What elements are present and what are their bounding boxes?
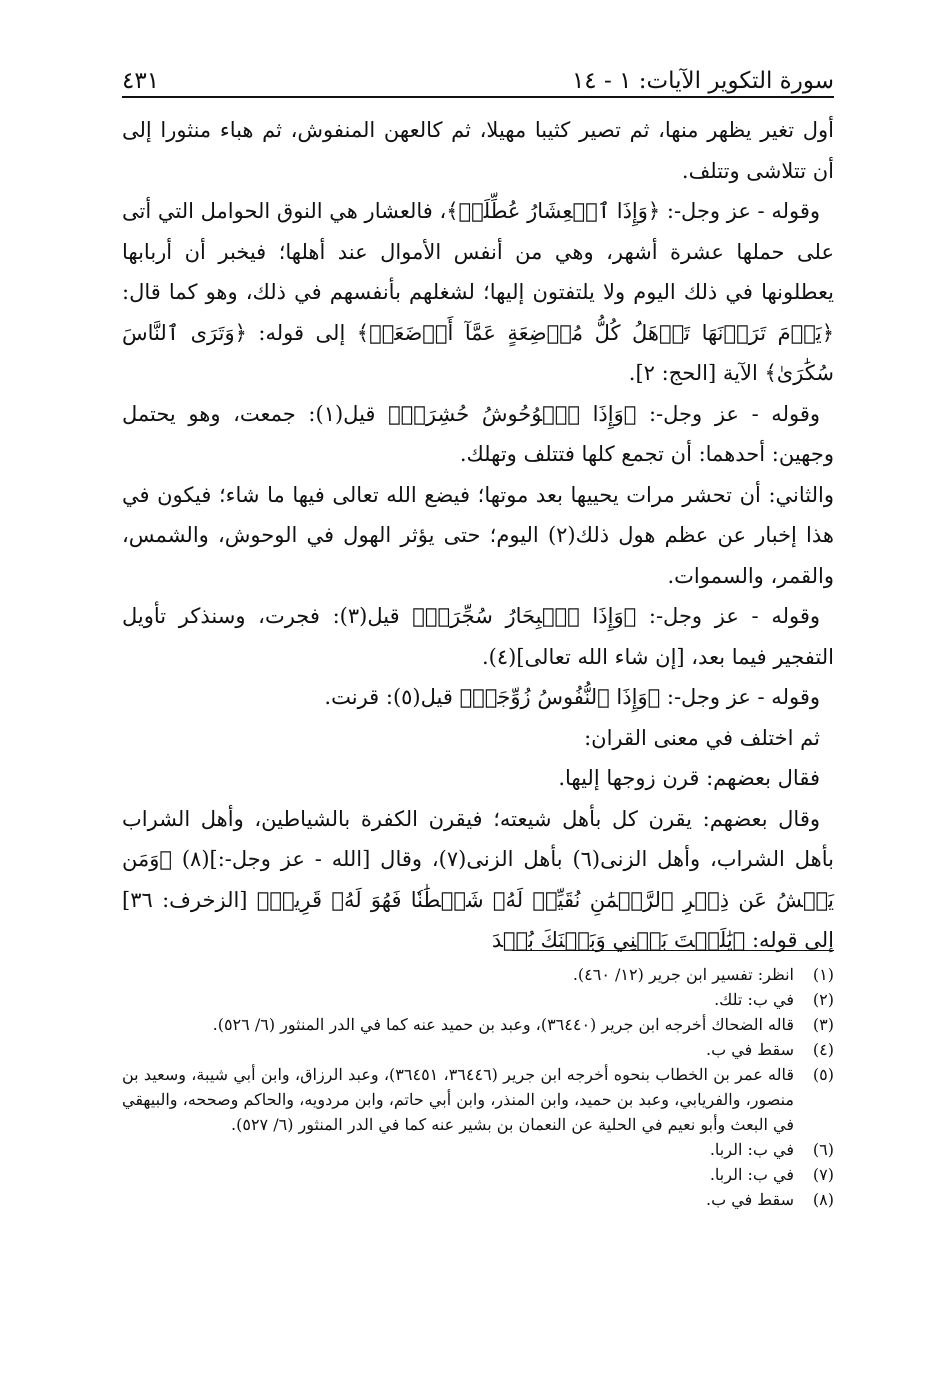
footnote-number: (٥) <box>812 1065 834 1084</box>
body-text <box>122 110 834 961</box>
paragraph: وقوله - عز وجل-: ﴿وَإِذَا ٱلنُّفُوسُ زُوِّجَتۡ﴾ قيل(٥): قرنت. <box>324 685 820 709</box>
paragraph: والثاني: أن تحشر مرات يحييها بعد موتها؛ فيضع الله تعالى فيها ما شاء؛ فيكون في هذا إخبار عن عظم هول ذلك(٢) اليوم؛ حتى يؤثر الهول في الوحوش، والشمس، والقمر، والسموات. <box>122 482 834 588</box>
footnote <box>122 1062 834 1137</box>
paragraph: وقال بعضهم: يقرن كل بأهل شيعته؛ فيقرن الكفرة بالشياطين، وأهل الشراب بأهل الشراب، وأهل الزنى(٦) بأهل الزنى(٧)، وقال [الله - عز وجل-:](٨) ﴿وَمَن يَعۡشُ عَن ذِكۡرِ ٱلرَّحۡمَٰنِ نُقَيِّضۡ لَهُۥ شَيۡطَٰنٗا فَهُوَ لَهُۥ قَرِينٞ﴾ [الزخرف: ٣٦] إلى قوله: ﴿يَٰلَيۡتَ بَيۡنِي وَبَيۡنَكَ بُعۡدَ <box>122 806 834 952</box>
header-rule <box>122 96 834 98</box>
footnote <box>122 1137 834 1162</box>
footnote <box>122 987 834 1012</box>
paragraph: فقال بعضهم: قرن زوجها إليها. <box>558 766 820 790</box>
footnote-text: في ب: الربا. <box>709 1165 794 1184</box>
footnote <box>122 1012 834 1037</box>
footnotes <box>122 962 834 1212</box>
footnote-number: (٤) <box>812 1040 834 1059</box>
footnote-number: (٨) <box>812 1190 834 1209</box>
paragraph: وقوله - عز وجل-: ﴿وَإِذَا ٱلۡبِحَارُ سُجِّرَتۡ﴾ قيل(٣): فجرت، وسنذكر تأويل التفجير فيما بعد، [إن شاء الله تعالى](٤). <box>122 604 834 669</box>
page-number: ٤٣١ <box>122 68 160 94</box>
footnote-text: في ب: تلك. <box>714 990 794 1009</box>
footnote-text: انظر: تفسير ابن جرير (١٢/ ٤٦٠). <box>572 965 794 984</box>
footnote-separator <box>512 950 834 951</box>
footnote-text: في ب: الربا. <box>709 1140 794 1159</box>
paragraph: أول تغير يظهر منها، ثم تصير كثيبا مهيلا، ثم كالعهن المنفوش، ثم هباء منثورا إلى أن تتلاشى وتتلف. <box>122 118 834 183</box>
footnote-number: (١) <box>812 965 834 984</box>
page-header <box>122 56 834 94</box>
running-title: سورة التكوير الآيات: ١ - ١٤ <box>571 68 834 94</box>
footnote-number: (٢) <box>812 990 834 1009</box>
footnote-text: سقط في ب. <box>706 1190 794 1209</box>
paragraph: وقوله - عز وجل-: ﴿وَإِذَا ٱلۡعِشَارُ عُطِّلَتۡ﴾، فالعشار هي النوق الحوامل التي أتى على حملها عشرة أشهر، وهي من أنفس الأموال عند أهلها؛ فيخبر أن أربابها يعطلونها في ذلك اليوم ولا يلتفتون إليها؛ لشغلهم بأنفسهم في ذلك، وهو كما قال: ﴿يَوۡمَ تَرَوۡنَهَا تَذۡهَلُ كُلُّ مُرۡضِعَةٍ عَمَّآ أَرۡضَعَتۡ﴾ إلى قوله: ﴿وَتَرَى ٱلنَّاسَ سُكَٰرَىٰ﴾ الآية [الحج: ٢]. <box>122 199 834 385</box>
footnote <box>122 1187 834 1212</box>
footnote <box>122 1037 834 1062</box>
footnote-number: (٧) <box>812 1165 834 1184</box>
footnote-text: قاله عمر بن الخطاب بنحوه أخرجه ابن جرير (٣٦٤٤٦، ٣٦٤٥١)، وعبد الرزاق، وابن أبي شيبة، وسعيد بن منصور، والفريابي، وعبد بن حميد، وابن المنذر، وابن أبي حاتم، وابن مردويه، والحاكم وصححه، والبيهقي في البعث وأبو نعيم في الحلية عن النعمان بن بشير عنه كما في الدر المنثور (٦/ ٥٢٧). <box>122 1065 794 1134</box>
footnote-text: قاله الضحاك أخرجه ابن جرير (٣٦٤٤٠)، وعبد بن حميد عنه كما في الدر المنثور (٦/ ٥٢٦). <box>212 1015 794 1034</box>
footnote-text: سقط في ب. <box>706 1040 794 1059</box>
footnote <box>122 962 834 987</box>
footnote-number: (٣) <box>812 1015 834 1034</box>
paragraph: وقوله - عز وجل-: ﴿وَإِذَا ٱلۡوُحُوشُ حُشِرَتۡ﴾ قيل(١): جمعت، وهو يحتمل وجهين: أحدهما: أن تجمع كلها فتتلف وتهلك. <box>122 401 834 466</box>
paragraph: ثم اختلف في معنى القران: <box>584 725 820 750</box>
footnote <box>122 1162 834 1187</box>
footnote-number: (٦) <box>812 1140 834 1159</box>
